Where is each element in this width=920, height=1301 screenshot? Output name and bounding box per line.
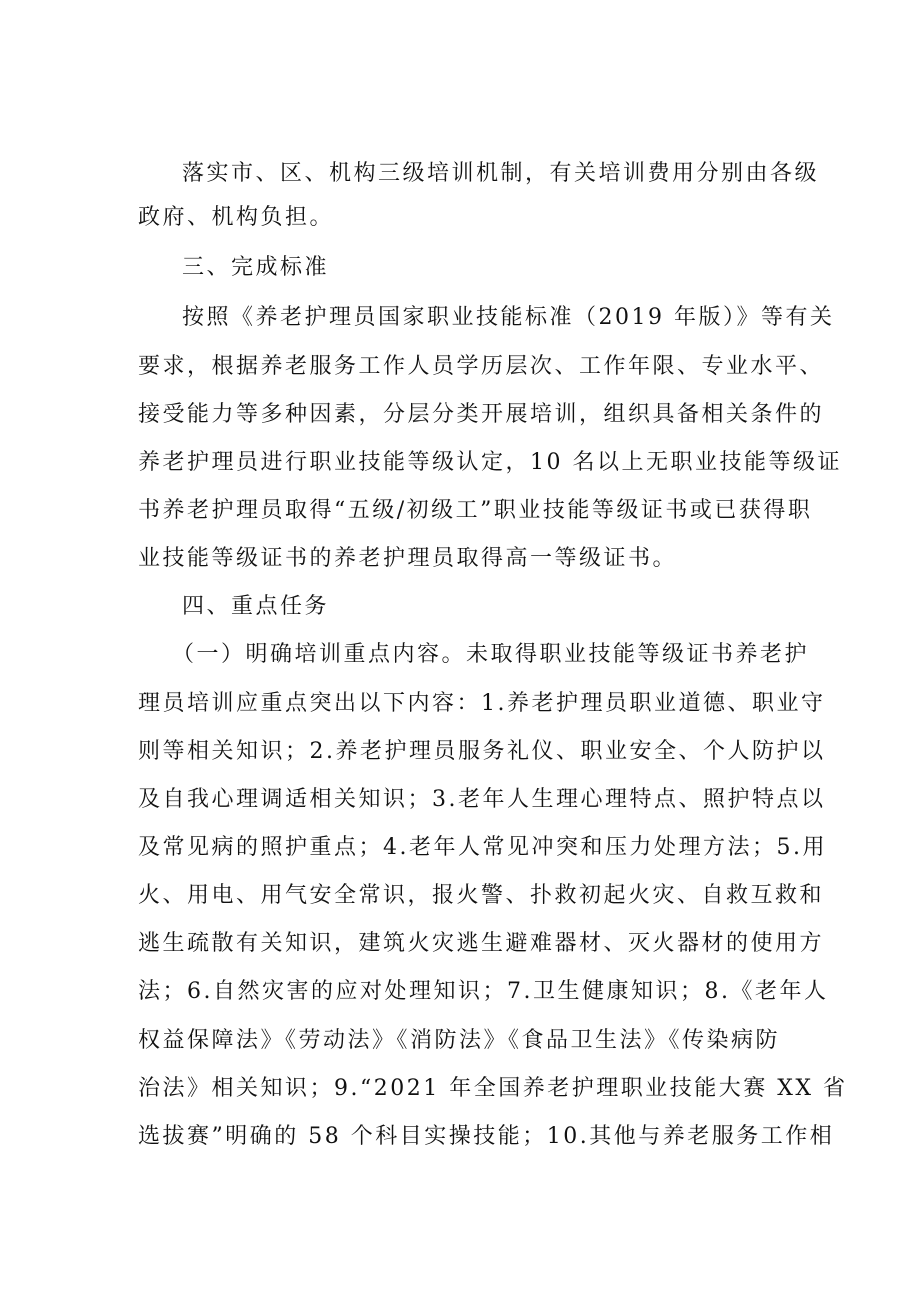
section-heading: 三、完成标准 xyxy=(182,255,330,280)
paragraph-line: 逃生疏散有关知识，建筑火灾逃生避难器材、灭火器材的使用方 xyxy=(138,931,825,956)
paragraph-line: 政府、机构负担。 xyxy=(138,205,335,230)
paragraph-line: 及常见病的照护重点；4.老年人常见冲突和压力处理方法；5.用 xyxy=(138,835,827,860)
paragraph-line: 书养老护理员取得“五级/初级工”职业技能等级证书或已获得职 xyxy=(138,498,813,523)
paragraph-line: 业技能等级证书的养老护理员取得高一等级证书。 xyxy=(138,546,678,571)
paragraph-line: 理员培训应重点突出以下内容：1.养老护理员职业道德、职业守 xyxy=(138,691,826,716)
paragraph-line: 养老护理员进行职业技能等级认定，10 名以上无职业技能等级证 xyxy=(138,450,842,475)
paragraph-line: 按照《养老护理员国家职业技能标准（2019 年版）》等有关 xyxy=(182,305,835,330)
paragraph-line: 则等相关知识；2.养老护理员服务礼仪、职业安全、个人防护以 xyxy=(138,739,826,764)
paragraph-line: 及自我心理调适相关知识；3.老年人生理心理特点、照护特点以 xyxy=(138,787,826,812)
paragraph-line: 权益保障法》《劳动法》《消防法》《食品卫生法》《传染病防 xyxy=(138,1028,781,1053)
paragraph-line: 法；6.自然灾害的应对处理知识；7.卫生健康知识；8.《老年人 xyxy=(138,979,829,1004)
paragraph-line: 要求，根据养老服务工作人员学历层次、工作年限、专业水平、 xyxy=(138,354,825,379)
paragraph-line: 落实市、区、机构三级培训机制，有关培训费用分别由各级 xyxy=(182,161,820,186)
paragraph-line: 接受能力等多种因素，分层分类开展培训，组织具备相关条件的 xyxy=(138,402,825,427)
paragraph-line: 治法》相关知识；9.“2021 年全国养老护理职业技能大赛 XX 省 xyxy=(138,1076,848,1101)
paragraph-line: 火、用电、用气安全常识，报火警、扑救初起火灾、自救互救和 xyxy=(138,883,825,908)
paragraph-line: （一）明确培训重点内容。未取得职业技能等级证书养老护 xyxy=(172,642,810,667)
section-heading: 四、重点任务 xyxy=(182,594,330,619)
paragraph-line: 选拔赛”明确的 58 个科目实操技能；10.其他与养老服务工作相 xyxy=(138,1124,835,1149)
